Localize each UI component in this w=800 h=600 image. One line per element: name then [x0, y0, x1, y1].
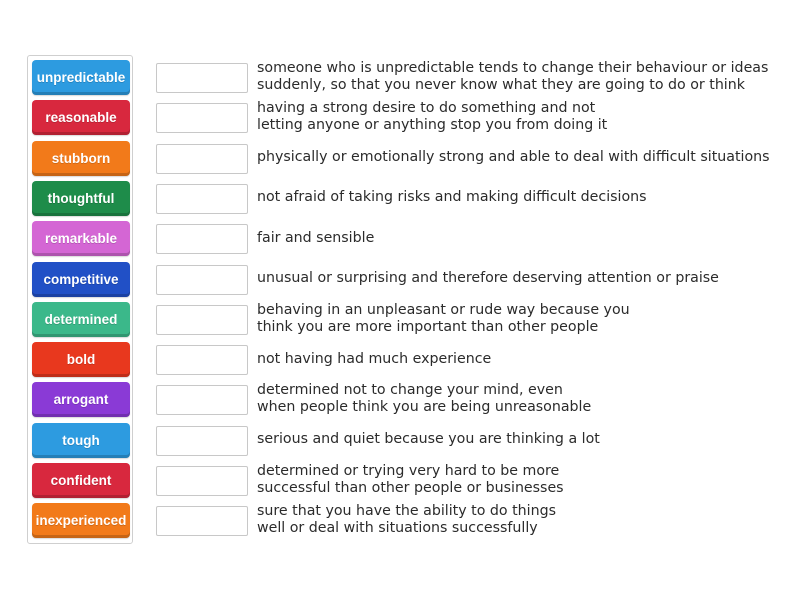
definition-text: serious and quiet because you are thinking a lot — [257, 431, 600, 448]
definition-text: sure that you have the ability to do things well or deal with situations successfully — [257, 503, 556, 537]
word-tile[interactable]: remarkable — [32, 221, 130, 256]
definition-text: fair and sensible — [257, 229, 375, 246]
definition-text: not having had much experience — [257, 350, 492, 367]
word-tile[interactable]: competitive — [32, 262, 130, 297]
answer-drop-box[interactable] — [156, 265, 248, 295]
word-tile[interactable]: tough — [32, 423, 130, 458]
definition-text: behaving in an unpleasant or rude way because you think you are more important than other people — [257, 301, 630, 335]
answer-drop-box[interactable] — [156, 224, 248, 254]
definition-text: determined not to change your mind, even when people think you are being unreasonable — [257, 382, 592, 416]
word-tile[interactable]: bold — [32, 342, 130, 377]
definition-text: unusual or surprising and therefore deserving attention or praise — [257, 270, 719, 286]
definition-text: having a strong desire to do something and not letting anyone or anything stop you from doing it — [257, 100, 608, 134]
word-tile[interactable]: inexperienced — [32, 503, 130, 538]
answer-drop-box[interactable] — [156, 63, 248, 93]
answer-drop-box[interactable] — [156, 385, 248, 415]
word-tile[interactable]: thoughtful — [32, 181, 130, 216]
answer-drop-box[interactable] — [156, 103, 248, 133]
answer-drop-box[interactable] — [156, 305, 248, 335]
definition-text: someone who is unpredictable tends to change their behaviour or ideas suddenly, so that you never know what they are going to do or think — [257, 60, 769, 93]
answer-drop-box[interactable] — [156, 506, 248, 536]
definition-text: physically or emotionally strong and able to deal with difficult situations — [257, 149, 770, 166]
definition-text: not afraid of taking risks and making difficult decisions — [257, 189, 647, 206]
answer-drop-box[interactable] — [156, 345, 248, 375]
word-tile[interactable]: reasonable — [32, 100, 130, 135]
word-tile[interactable]: arrogant — [32, 382, 130, 417]
word-tile[interactable]: determined — [32, 302, 130, 337]
word-tile[interactable]: stubborn — [32, 141, 130, 176]
word-tile[interactable]: confident — [32, 463, 130, 498]
answer-drop-box[interactable] — [156, 426, 248, 456]
word-tile[interactable]: unpredictable — [32, 60, 130, 95]
definition-text: determined or trying very hard to be more successful than other people or businesses — [257, 463, 564, 496]
answer-drop-box[interactable] — [156, 466, 248, 496]
answer-drop-box[interactable] — [156, 144, 248, 174]
answer-drop-box[interactable] — [156, 184, 248, 214]
